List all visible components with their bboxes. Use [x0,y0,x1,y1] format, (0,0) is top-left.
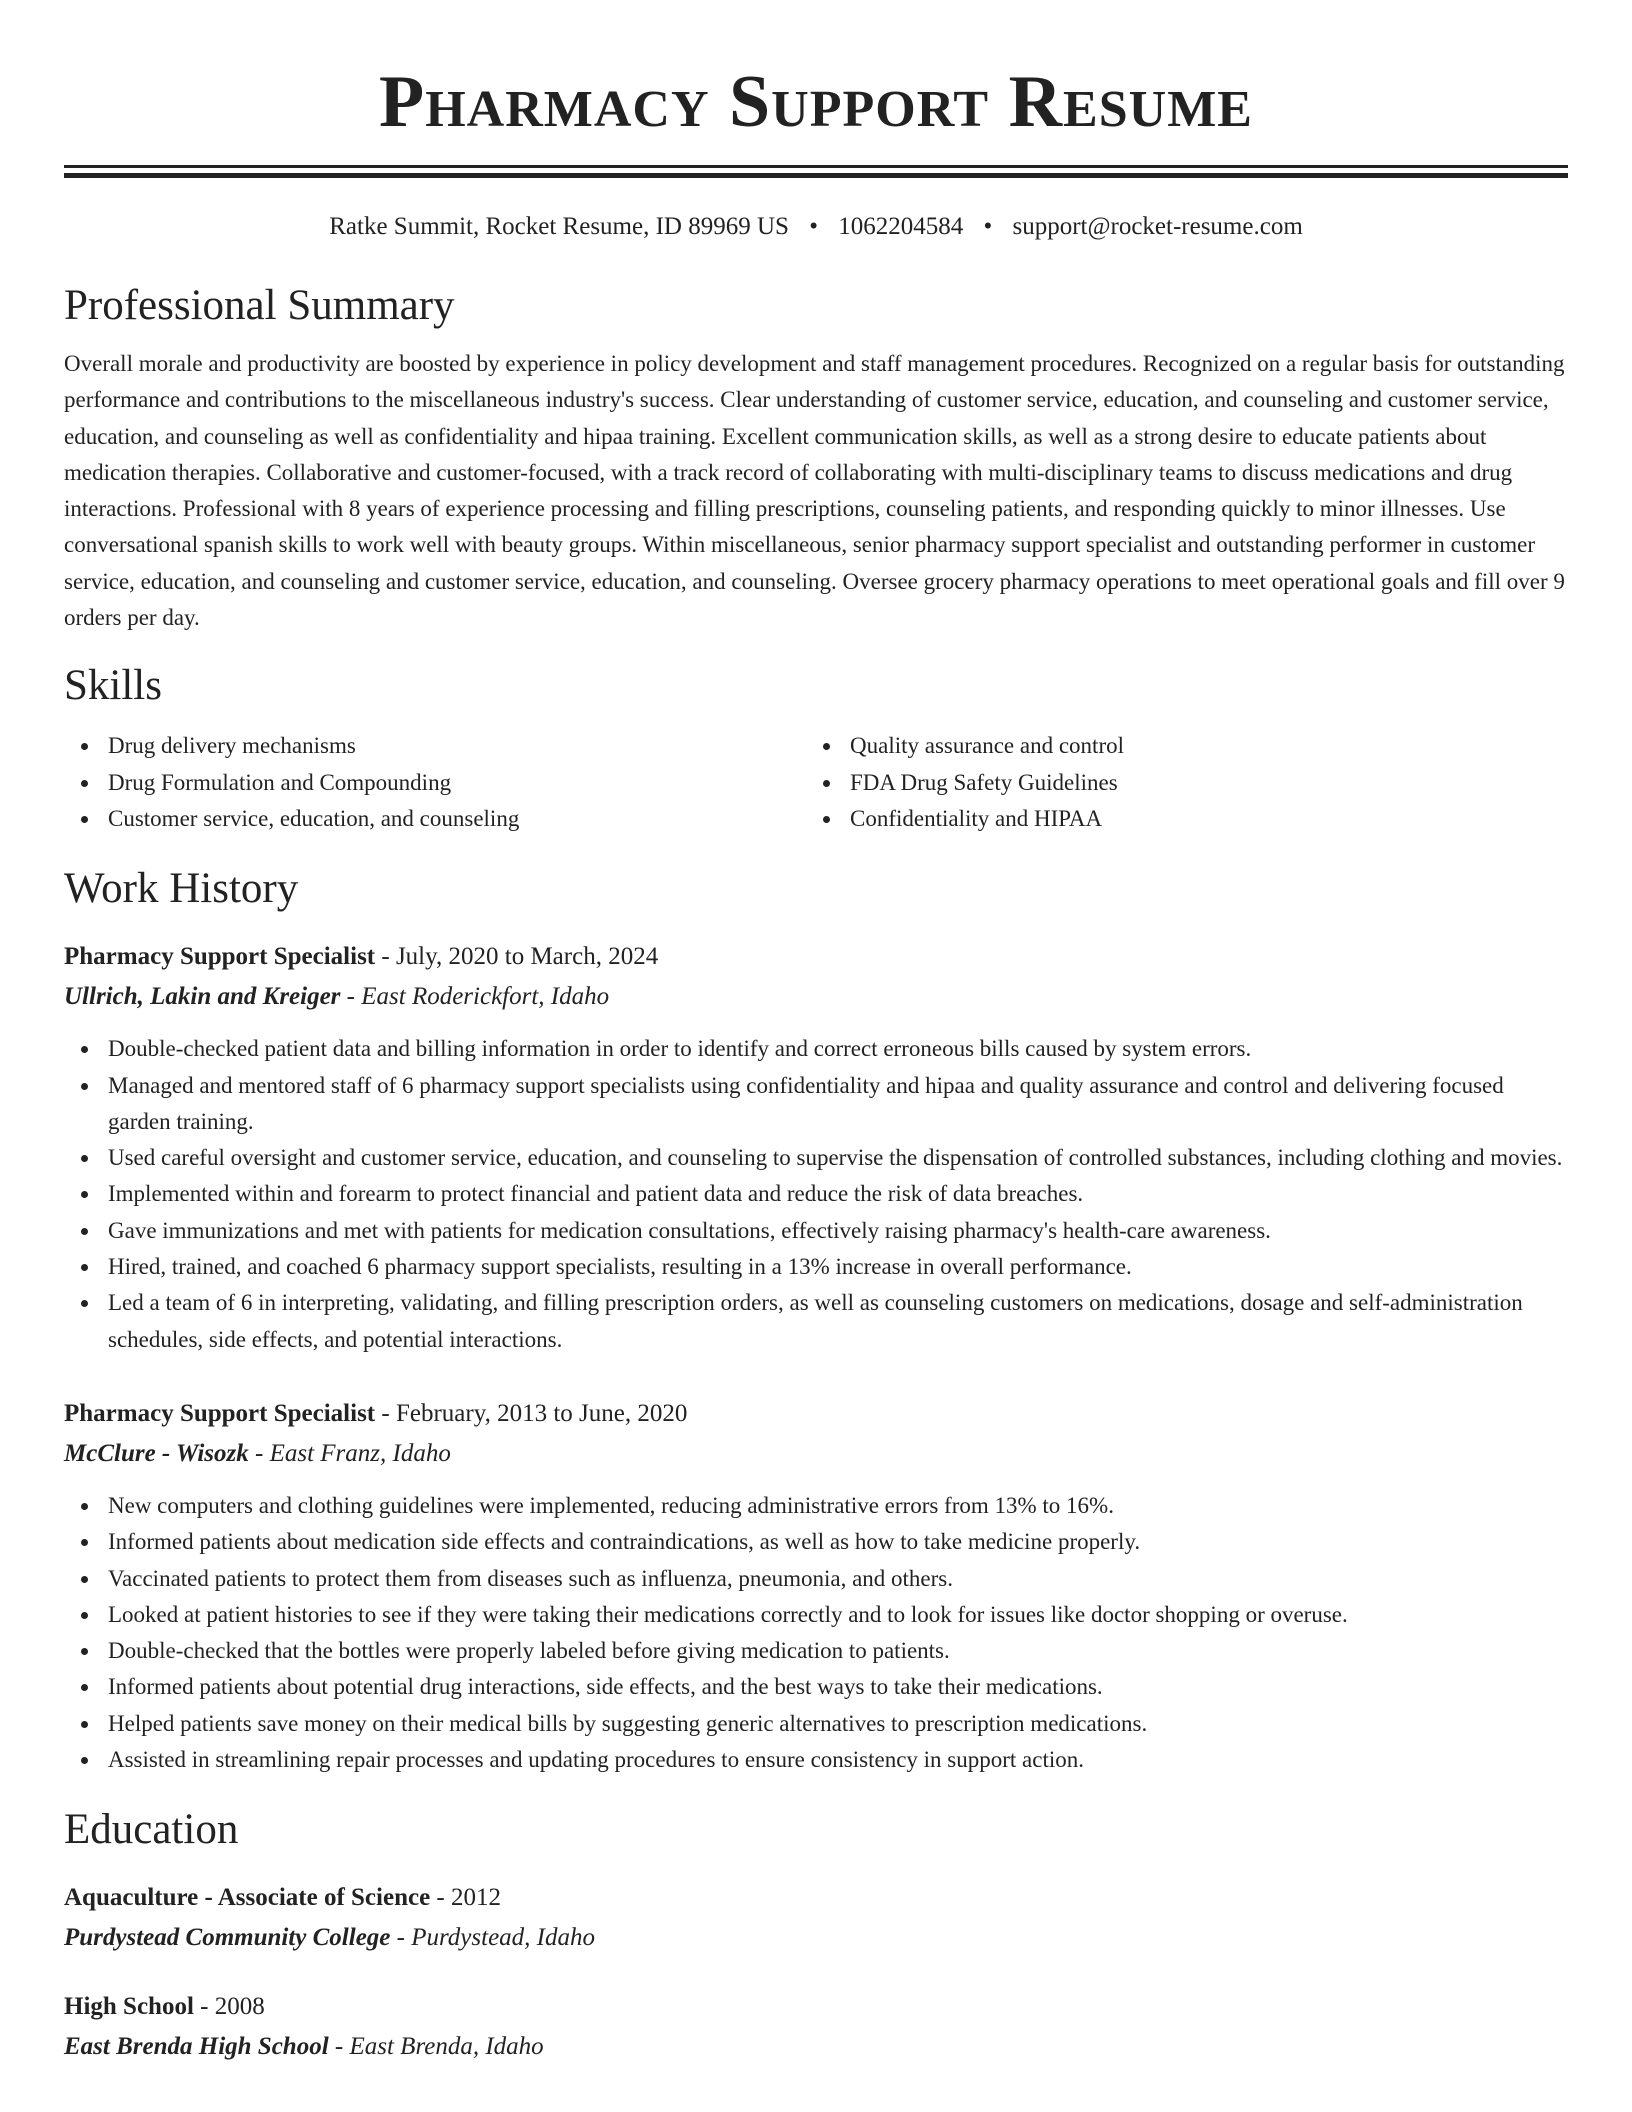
job-dates: - February, 2013 to June, 2020 [381,1399,688,1427]
job-entry [64,1394,1568,1778]
education-heading: Education [64,1806,239,1854]
education-year: - 2012 [436,1884,501,1912]
job-bullet: Led a team of 6 in interpreting, validating, and filling prescription orders, as well as counseling customers on medications, dosage and self-administration schedules, side effects, and potential interactions. [64,1285,1568,1358]
job-bullet: Assisted in streamlining repair processes and updating procedures to ensure consistency in support action. [64,1742,1568,1778]
contact-line [64,212,1568,242]
education-location: - East Brenda, Idaho [334,2033,544,2061]
skills-list [64,728,1568,837]
job-company-line [64,977,1568,1017]
job-bullet: Informed patients about potential drug interactions, side effects, and the best ways to take their medications. [64,1669,1568,1705]
skill-item: Drug delivery mechanisms [64,728,806,764]
education-school-line [64,1918,1568,1958]
summary-heading: Professional Summary [64,282,455,329]
job-bullets [64,1488,1568,1778]
job-location: - East Roderickfort, Idaho [346,983,610,1011]
job-bullet: New computers and clothing guidelines were implemented, reducing administrative errors from 13% to 16%. [64,1488,1568,1524]
work-history-heading: Work History [64,865,299,913]
skills-column-right [806,728,1548,837]
job-bullet: Gave immunizations and met with patients for medication consultations, effectively raising pharmacy's health-care awareness. [64,1213,1568,1249]
skills-heading: Skills [64,662,162,710]
title-divider [64,165,1568,168]
contact-address: Ratke Summit, Rocket Resume, ID 89969 US [329,213,789,240]
job-bullet: Hired, trained, and coached 6 pharmacy support specialists, resulting in a 13% increase in overall performance. [64,1249,1568,1285]
job-company-line [64,1434,1568,1474]
job-bullet: Looked at patient histories to see if they were taking their medications correctly and to look for issues like doctor shopping or overuse. [64,1597,1568,1633]
skill-item: Drug Formulation and Compounding [64,765,806,801]
job-title: Pharmacy Support Specialist [64,1399,376,1427]
education-school: East Brenda High School [64,2033,329,2061]
education-degree-line [64,1987,1568,2027]
education-year: - 2008 [200,1993,265,2021]
job-bullets [64,1031,1568,1358]
job-company: Ullrich, Lakin and Kreiger [64,983,341,1011]
resume-page [64,0,1568,2067]
job-entry [64,937,1568,1358]
education-entry [64,1878,1568,1958]
job-title-line [64,937,1568,977]
job-bullet: Used careful oversight and customer service, education, and counseling to supervise the dispensation of controlled substances, including clothing and movies. [64,1140,1568,1176]
education-degree-line [64,1878,1568,1918]
skill-item: Quality assurance and control [806,728,1548,764]
job-dates: - July, 2020 to March, 2024 [381,943,659,971]
education-school: Purdystead Community College [64,1924,391,1952]
job-bullet: Informed patients about medication side effects and contraindications, as well as how to take medicine properly. [64,1524,1568,1560]
contact-email: support@rocket-resume.com [1012,213,1303,240]
education-entry [64,1987,1568,2067]
title-divider-thick [64,173,1568,178]
job-bullet: Double-checked that the bottles were properly labeled before giving medication to patients. [64,1633,1568,1669]
job-title-line [64,1394,1568,1434]
job-bullet: Vaccinated patients to protect them from diseases such as influenza, pneumonia, and others. [64,1561,1568,1597]
summary-text: Overall morale and productivity are boosted by experience in policy development and staff management procedures. Recognized on a regular basis for outstanding performance and contributions to the miscellaneous industry's success. Clear understanding of customer service, education, and counseling and customer service, education, and counseling as well as confidentiality and hipaa training. Excellent communication skills, as well as a strong desire to educate patients about medication therapies. Collaborative and customer-focused, with a track record of collaborating with multi-disciplinary teams to discuss medications and drug interactions. Professional with 8 years of experience processing and filling prescriptions, counseling patients, and responding quickly to minor illnesses. Use conversational spanish skills to work well with beauty groups. Within miscellaneous, senior pharmacy support specialist and outstanding performer in customer service, education, and counseling and customer service, education, and counseling. Oversee grocery pharmacy operations to meet operational goals and fill over 9 orders per day. [64,351,1565,631]
education-location: - Purdystead, Idaho [396,1924,595,1952]
contact-separator: • [809,213,818,240]
skill-item: Customer service, education, and counseling [64,801,806,837]
education-degree: High School [64,1993,194,2021]
job-company: McClure - Wisozk [64,1439,249,1467]
education-degree: Aquaculture - Associate of Science [64,1884,431,1912]
job-bullet: Managed and mentored staff of 6 pharmacy support specialists using confidentiality and hipaa and quality assurance and control and delivering focused garden training. [64,1068,1568,1141]
education-school-line [64,2027,1568,2067]
skill-item: FDA Drug Safety Guidelines [806,765,1548,801]
job-bullet: Helped patients save money on their medical bills by suggesting generic alternatives to prescription medications. [64,1706,1568,1742]
job-bullet: Double-checked patient data and billing information in order to identify and correct erroneous bills caused by system errors. [64,1031,1568,1067]
skill-item: Confidentiality and HIPAA [806,801,1548,837]
job-bullet: Implemented within and forearm to protect financial and patient data and reduce the risk of data breaches. [64,1176,1568,1212]
page-title: Pharmacy Support Resume [379,61,1253,143]
contact-separator: • [983,213,993,240]
skills-column-left [64,728,806,837]
job-location: - East Franz, Idaho [255,1439,451,1467]
job-title: Pharmacy Support Specialist [64,943,376,971]
contact-phone: 1062204584 [838,213,964,240]
